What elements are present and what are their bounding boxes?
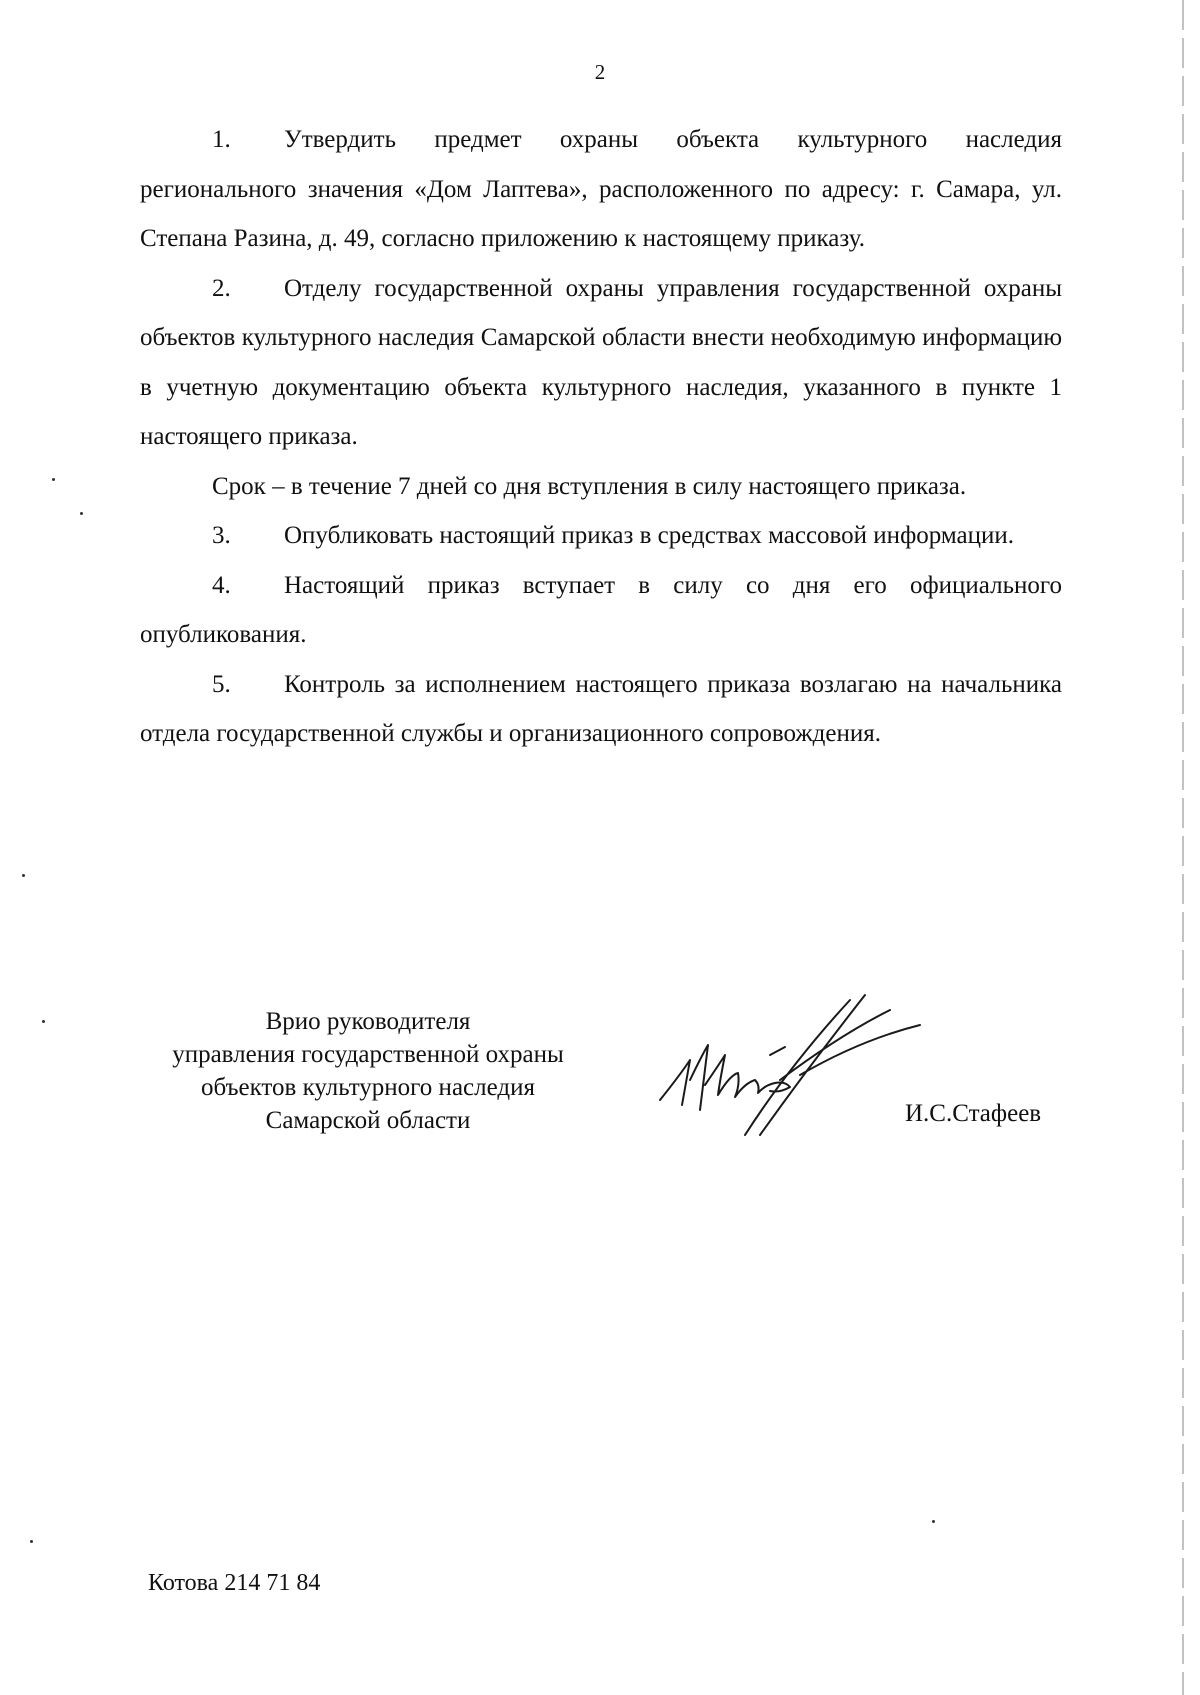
- paragraph-text: Отделу государственной охраны управления государственной охраны объектов культурного наследия Самарской области внести необходимую информацию в учетную документацию объекта культурного наследия, указанного в пункте 1 настоящего приказа.: [140, 274, 1062, 450]
- paragraph-3: [140, 511, 1062, 561]
- deadline-note: [140, 462, 1062, 512]
- paragraph-text: Срок – в течение 7 дней со дня вступления в силу настоящего приказа.: [212, 472, 967, 500]
- position-line: управления государственной охраны: [172, 1041, 564, 1068]
- scan-edge-line: [1182, 0, 1184, 1695]
- scan-speck: [22, 874, 25, 877]
- paragraph-number: 4.: [212, 571, 231, 599]
- paragraph-text: Контроль за исполнением настоящего приказа возлагаю на начальника отдела государственной службы и организационного сопровождения.: [140, 670, 1062, 747]
- paragraph-1: [140, 115, 1062, 264]
- executor-contact: Котова 214 71 84: [148, 1570, 321, 1596]
- scan-speck: [80, 512, 83, 515]
- position-line: Врио руководителя: [265, 1008, 471, 1035]
- paragraph-number: 1.: [212, 126, 231, 153]
- paragraph-2: [140, 264, 1062, 462]
- paragraph-number: 2.: [212, 274, 231, 302]
- paragraph-text: Утвердить предмет охраны объекта культурного наследия регионального значения «Дом Лаптева», расположенного по адресу: г. Самара, ул. Степана Разина, д. 49, согласно приложению к настоящему приказу.: [140, 126, 1062, 252]
- paragraph-number: 5.: [212, 670, 231, 698]
- page-number: 2: [594, 60, 606, 84]
- signer-name: И.С.Стафеев: [905, 1100, 1042, 1127]
- paragraph-number: 3.: [212, 522, 231, 549]
- scan-speck: [30, 1540, 33, 1543]
- paragraph-4: [140, 561, 1062, 660]
- paragraph-5: [140, 660, 1062, 759]
- scan-speck: [42, 1020, 45, 1023]
- signatory-position: [138, 1005, 598, 1137]
- handwritten-signature: [650, 985, 930, 1145]
- position-line: Самарской области: [265, 1107, 471, 1134]
- position-line: объектов культурного наследия: [201, 1074, 535, 1101]
- scan-speck: [932, 1520, 935, 1523]
- document-body: [140, 115, 1062, 759]
- paragraph-text: Опубликовать настоящий приказ в средствах массовой информации.: [284, 522, 1015, 549]
- paragraph-text: Настоящий приказ вступает в силу со дня его официального опубликования.: [140, 571, 1062, 648]
- scan-speck: [52, 478, 55, 481]
